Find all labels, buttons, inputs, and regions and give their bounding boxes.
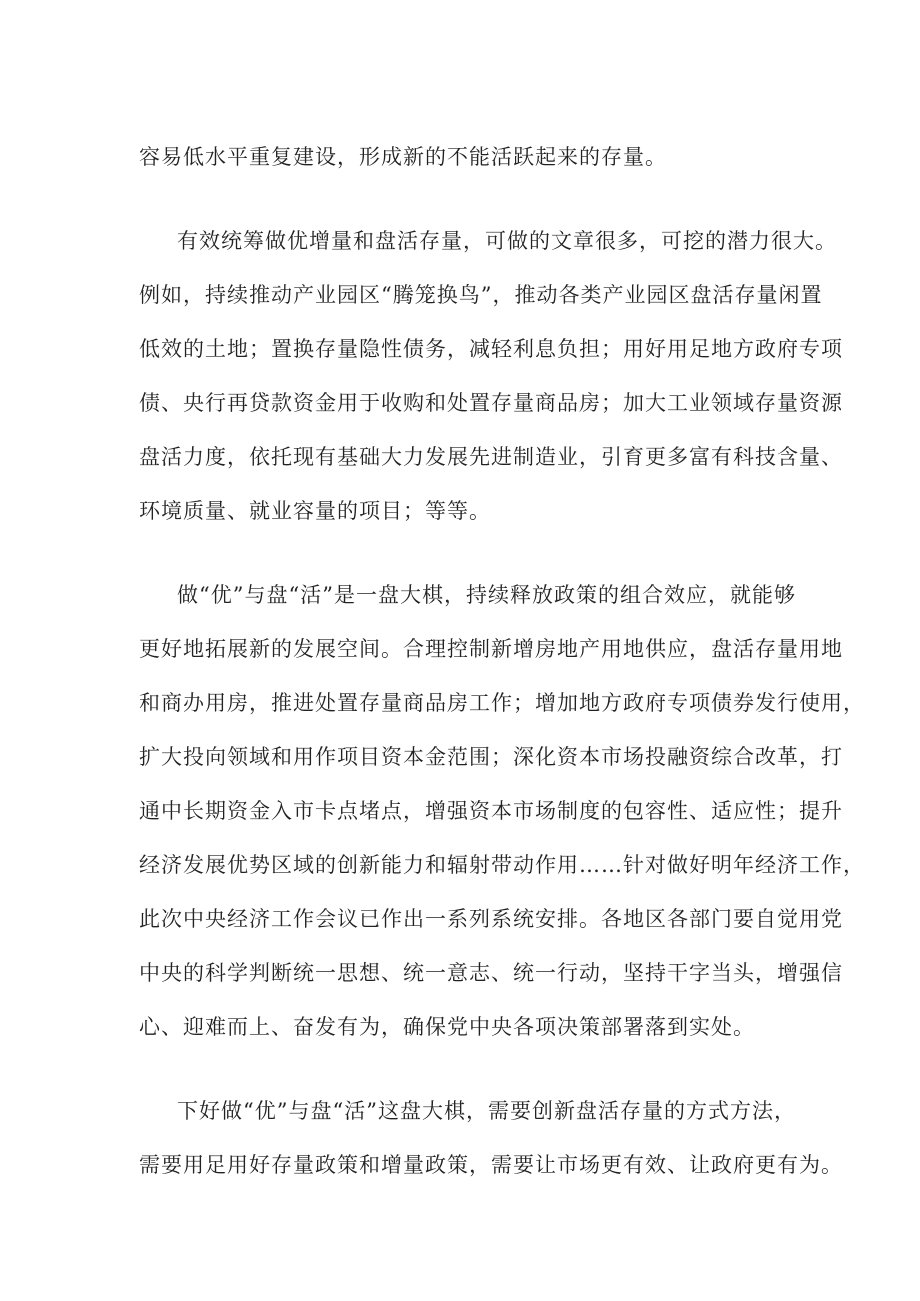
text-line: 此次中央经济工作会议已作出一系列系统安排。各地区各部门要自觉用党 <box>139 907 843 931</box>
text-line: 债、央行再贷款资金用于收购和处置存量商品房；加大工业领域存量资源 <box>139 391 843 415</box>
text-line: 环境质量、就业容量的项目；等等。 <box>139 499 491 523</box>
text-line: 低效的土地；置换存量隐性债务，减轻利息负担；用好用足地方政府专项 <box>139 337 843 361</box>
text-line: 中央的科学判断统一思想、统一意志、统一行动，坚持干字当头，增强信 <box>139 961 843 985</box>
text-line: 有效统筹做优增量和盘活存量，可做的文章很多，可挖的潜力很大。 <box>177 229 837 253</box>
text-line: 下好做“优”与盘“活”这盘大棋，需要创新盘活存量的方式方法， <box>177 1099 796 1123</box>
paragraph-4 <box>139 1084 843 1192</box>
text-line: 和商办用房，推进处置存量商品房工作；增加地方政府专项债券发行使用， <box>139 691 865 715</box>
paragraph-gap <box>139 538 799 568</box>
text-line: 扩大投向领域和用作项目资本金范围；深化资本市场投融资综合改革，打 <box>139 745 843 769</box>
text-line: 盘活力度，依托现有基础大力发展先进制造业，引育更多富有科技含量、 <box>139 445 843 469</box>
text-line: 容易低水平重复建设，形成新的不能活跃起来的存量。 <box>139 145 667 169</box>
paragraph-gap <box>139 184 799 214</box>
text-line: 通中长期资金入市卡点堵点，增强资本市场制度的包容性、适应性；提升 <box>139 799 843 823</box>
paragraph-3 <box>139 568 865 1054</box>
text-line: 需要用足用好存量政策和增量政策，需要让市场更有效、让政府更有为。 <box>139 1153 843 1177</box>
text-line: 经济发展优势区域的创新能力和辐射带动作用……针对做好明年经济工作， <box>139 853 865 877</box>
paragraph-gap <box>139 1054 799 1084</box>
paragraph-1 <box>139 130 799 184</box>
text-line: 例如，持续推动产业园区“腾笼换鸟”，推动各类产业园区盘活存量闲置 <box>139 283 823 307</box>
text-line: 心、迎难而上、奋发有为，确保党中央各项决策部署落到实处。 <box>139 1015 755 1039</box>
document-body <box>139 130 865 1192</box>
paragraph-2 <box>139 214 843 538</box>
text-line: 做“优”与盘“活”是一盘大棋，持续释放政策的组合效应，就能够 <box>177 583 796 607</box>
text-line: 更好地拓展新的发展空间。合理控制新增房地产用地供应，盘活存量用地 <box>139 637 843 661</box>
